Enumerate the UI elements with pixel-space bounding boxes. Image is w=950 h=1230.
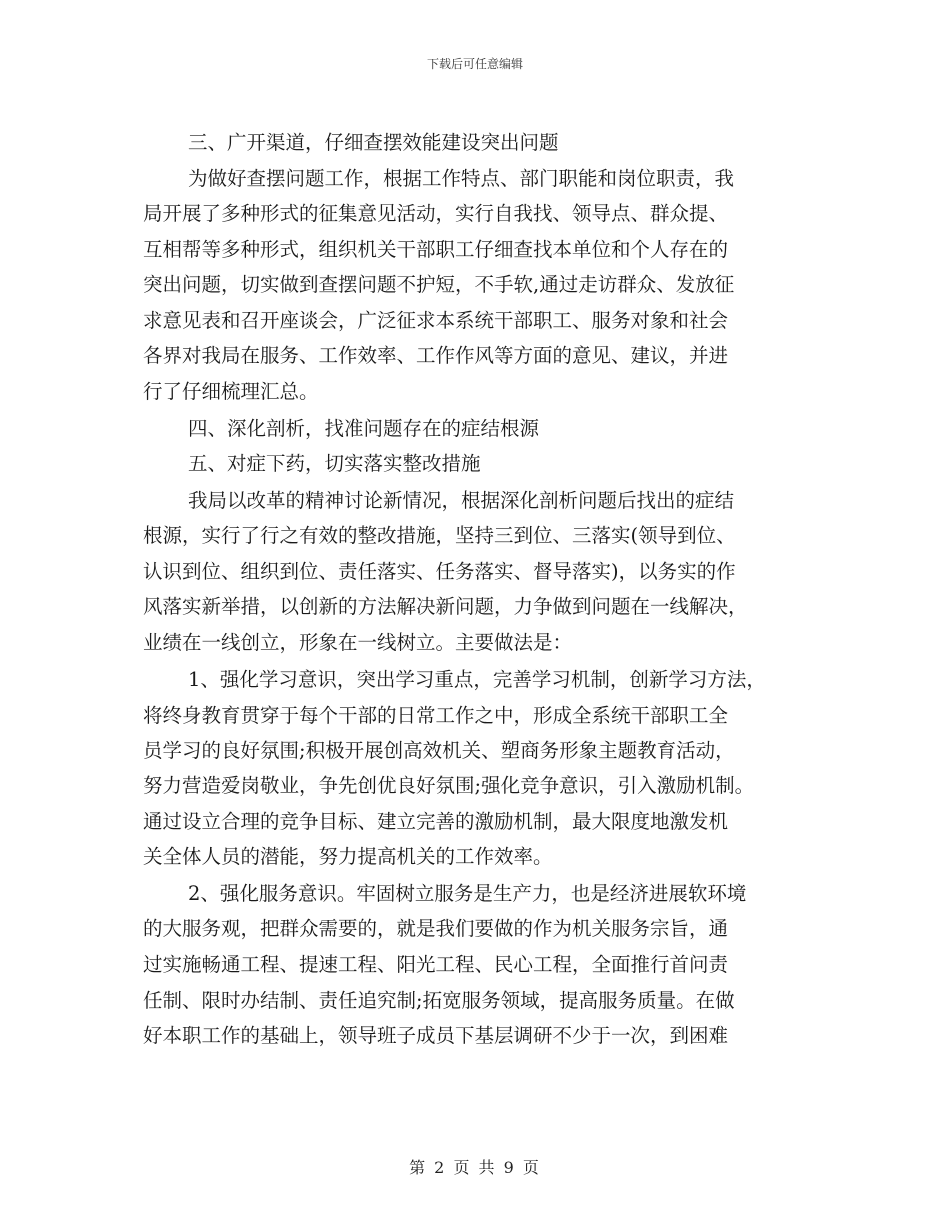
page-header: 下载后可任意编辑	[426, 57, 523, 71]
paragraph-line: 通过设立合理的竞争目标、建立完善的激励机制，最大限度地激发机	[143, 810, 729, 833]
paragraph-line: 局开展了多种形式的征集意见活动，实行自我找、领导点、群众提、	[143, 202, 729, 225]
paragraph-line: 互相帮等多种形式，组织机关干部职工仔细查找本单位和个人存在的	[143, 238, 729, 261]
paragraph-line: 好本职工作的基础上，领导班子成员下基层调研不少于一次，到困难	[143, 1024, 729, 1047]
paragraph-line: 求意见表和召开座谈会，广泛征求本系统干部职工、服务对象和社会	[143, 309, 729, 332]
paragraph-line: 我局以改革的精神讨论新情况，根据深化剖析问题后找出的症结	[188, 489, 735, 512]
paragraph-line: 五、对症下药，切实落实整改措施	[188, 452, 481, 475]
paragraph-line: 的大服务观，把群众需要的，就是我们要做的作为机关服务宗旨，通	[143, 917, 729, 940]
page-number-footer: 第 2 页 共 9 页	[409, 1158, 541, 1177]
paragraph-line: 认识到位、组织到位、责任落实、任务落实、督导落实)，以务实的作	[143, 560, 736, 583]
paragraph-line: 将终身教育贯穿于每个干部的日常工作之中，形成全系统干部职工全	[143, 704, 729, 727]
paragraph-line: 四、深化剖析，找准问题存在的症结根源	[188, 417, 540, 440]
paragraph-line: 行了仔细梳理汇总。	[143, 380, 319, 403]
paragraph-line: 突出问题，切实做到查摆问题不护短，不手软,通过走访群众、发放征	[143, 273, 735, 296]
paragraph-line: 根源，实行了行之有效的整改措施，坚持三到位、三落实(领导到位、	[143, 524, 736, 547]
paragraph-line: 员学习的良好氛围;积极开展创高效机关、塑商务形象主题教育活动，	[143, 739, 735, 762]
paragraph-line: 关全体人员的潜能，努力提高机关的工作效率。	[143, 845, 553, 868]
paragraph-line: 为做好查摆问题工作，根据工作特点、部门职能和岗位职责，我	[188, 167, 735, 190]
paragraph-line: 2、强化服务意识。牢固树立服务是生产力，也是经济进展软环境	[188, 882, 747, 905]
paragraph-line: 风落实新举措，以创新的方法解决新问题，力争做到问题在一线解决，	[143, 595, 748, 618]
paragraph-line: 1、强化学习意识，突出学习重点，完善学习机制，创新学习方法，	[188, 668, 766, 691]
paragraph-line: 三、广开渠道，仔细查摆效能建设突出问题	[188, 131, 559, 154]
paragraph-line: 任制、限时办结制、责任追究制;拓宽服务领域，提高服务质量。在做	[143, 989, 735, 1012]
paragraph-line: 业绩在一线创立，形象在一线树立。主要做法是：	[143, 631, 573, 654]
paragraph-line: 各界对我局在服务、工作效率、工作作风等方面的意见、建议，并进	[143, 344, 729, 367]
paragraph-line: 努力营造爱岗敬业，争先创优良好氛围;强化竞争意识，引入激励机制。	[143, 774, 755, 797]
paragraph-line: 过实施畅通工程、提速工程、阳光工程、民心工程，全面推行首问责	[143, 953, 729, 976]
